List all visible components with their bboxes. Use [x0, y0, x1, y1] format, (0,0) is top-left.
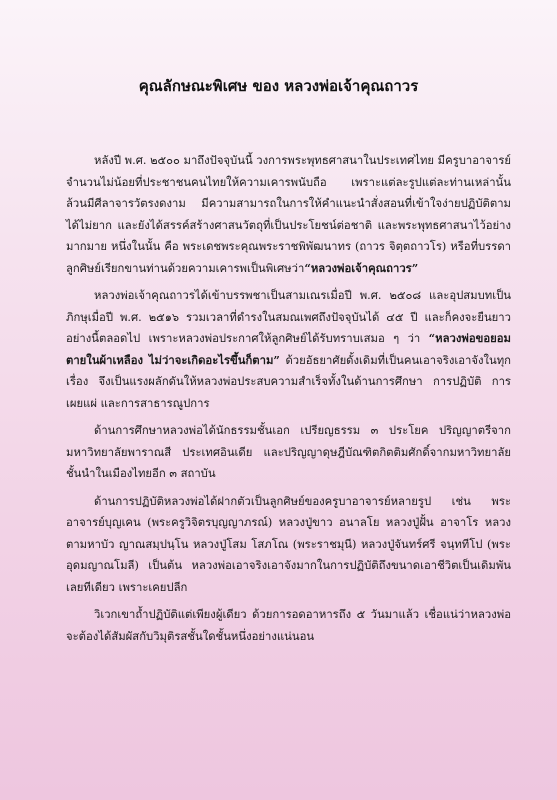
- page-title: คุณลักษณะพิเศษ ของ หลวงพ่อเจ้าคุณถาวร: [138, 77, 419, 95]
- paragraph-1-text: หลังปี พ.ศ. ๒๕๐๐ มาถึงปัจจุบันนี้ วงการพระพุทธศาสนาในประเทศไทย มีครูบาอาจารย์จำนวนไม่น้อยที่ประชาชนคนไทยให้ความเคารพนับถือ เพราะแต่ละรูปแต่ละท่านเหล่านั้น ล้วนมีศีลาจารวัตรงดงาม มีความสามารถในการให้คำแนะนำสั่งสอนที่เข้าใจง่ายปฏิบัติตามได้ไม่ยาก และยังได้สรรค์สร้างศาสนวัตถุที่เป็นประโยชน์ต่อชาติ และพระพุทธศาสนาไว้อย่างมากมาย หนึ่งในนั้น คือ พระเดชพระคุณพระราชพิพัฒนาทร (ถาวร จิตฺตถาวโร) หรือที่บรรดาลูกศิษย์เรียกขานท่านด้วยความเคารพเป็นพิเศษว่า: [66, 154, 511, 275]
- paragraph-1-emphasis: “หลวงพ่อเจ้าคุณถาวร”: [304, 260, 419, 275]
- paragraph-5: วิเวกเขาถ้ำปฏิบัติแต่เพียงผู้เดียว ด้วยการอดอาหารถึง ๕ วันมาแล้ว เชื่อแน่ว่าหลวงพ่อจะต้องได้สัมผัสกับวิมุติรสชั้นใดชั้นหนึ่งอย่างแน่นอน: [66, 608, 511, 643]
- paragraph-2-quote: “หลวงพ่อขอยอมตายในผ้าเหลือง ไม่ว่าจะเกิดอะไรขึ้นก็ตาม”: [66, 331, 511, 367]
- document-body: [66, 150, 511, 653]
- paragraph-1: [66, 150, 511, 279]
- paragraph-2-text-a: หลวงพ่อเจ้าคุณถาวรได้เข้าบรรพชาเป็นสามเณรเมื่อปี พ.ศ. ๒๕๐๘ และอุปสมบทเป็นภิกษุเมื่อปี พ.ศ. ๒๕๑๖ รวมเวลาที่ดำรงในสมณเพศถึงปัจจุบันได้ ๔๕ ปี และก็คงจะยืนยาวอย่างนี้ตลอดไป เพราะหลวงพ่อประกาศให้ลูกศิษย์ได้รับทราบเสมอ ๆ ว่า: [66, 289, 511, 345]
- paragraph-2: [66, 285, 511, 414]
- paragraph-3: ด้านการศึกษาหลวงพ่อได้นักธรรมชั้นเอก เปรียญธรรม ๓ ประโยค ปริญญาตรีจากมหาวิทยาลัยพาราณสี ประเทศอินเดีย และปริญญาดุษฎีบัณฑิตกิตติมศักดิ์จากมหาวิทยาลัยชั้นนำในเมืองไทยอีก ๓ สถาบัน: [66, 424, 511, 480]
- paragraph-2-text-b: ด้วยอัธยาศัยดั้งเดิมที่เป็นคนเอาจริงเอาจังในทุกเรื่อง จึงเป็นแรงผลักดันให้หลวงพ่อประสบความสำเร็จทั้งในด้านการศึกษา การปฏิบัติ การเผยแผ่ และการสาธารณูปการ: [66, 353, 512, 410]
- paragraph-4: ด้านการปฏิบัติหลวงพ่อได้ฝากตัวเป็นลูกศิษย์ของครูบาอาจารย์หลายรูป เช่น พระอาจารย์บุญเคน (พระครูวิจิตรบุญญาภรณ์) หลวงปู่ขาว อนาลโย หลวงปู่ฝั้น อาจาโร หลวงตามหาบัว ญาณสมฺปนฺโน หลวงปู่โสม โสภโณ (พระราชมุนี) หลวงปู่จันทร์ศรี จนฺททีโป (พระอุดมญาณโมลี) เป็นต้น หลวงพ่อเอาจริงเอาจังมากในการปฏิบัติถึงขนาดเอาชีวิตเป็นเดิมพันเลยทีเดียว เพราะเคยปลีก: [66, 494, 511, 594]
